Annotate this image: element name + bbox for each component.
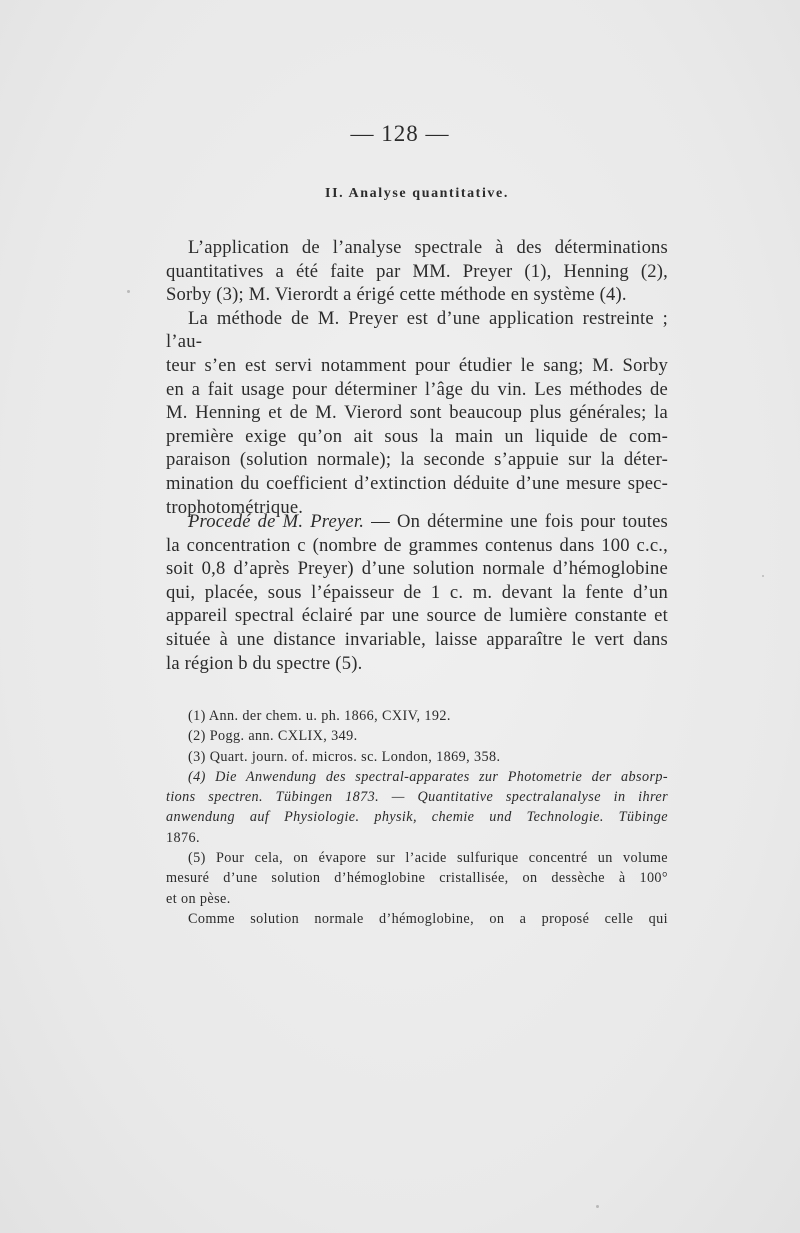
- body-line: la région b du spectre (5).: [166, 652, 363, 674]
- footnote-2: (2) Pogg. ann. CXLIX, 349.: [188, 728, 358, 745]
- paper-speck: [127, 290, 130, 293]
- body-line: soit 0,8 d’après Preyer) d’une solution normale d’hémoglobine: [166, 558, 668, 580]
- body-line: L’application de l’analyse spectrale à des déterminations: [188, 237, 668, 258]
- footnote-1: (1) Ann. der chem. u. ph. 1866, CXIV, 192.: [188, 708, 451, 724]
- page-number: — 128 —: [350, 121, 450, 146]
- continuation-line: Comme solution normale d’hémoglobine, on a proposé celle qui: [188, 910, 668, 927]
- footnote-5-line: et on pèse.: [166, 890, 231, 907]
- footnote-4-line: 1876.: [166, 829, 200, 846]
- body-line: trophotométrique.: [166, 496, 304, 518]
- body-line: teur s’en est servi notamment pour étudier le sang; M. Sorby: [166, 354, 668, 376]
- body-line: en a fait usage pour déterminer l’âge du vin. Les méthodes de: [166, 378, 668, 400]
- footnote-3: (3) Quart. journ. of. micros. sc. London, 1869, 358.: [188, 748, 501, 765]
- body-line: La méthode de M. Preyer est d’une application restreinte ; l’au-: [166, 307, 668, 353]
- section-heading: II. Analyse quantitative.: [325, 186, 509, 201]
- body-line: appareil spectral éclairé par une source de lumière constante et: [166, 605, 668, 627]
- body-line: Sorby (3); M. Vierordt a érigé cette méthode en système (4).: [166, 284, 627, 306]
- body-line: située à une distance invariable, laisse apparaître le vert dans: [166, 628, 668, 650]
- footnote-4-line: (4) Die Anwendung des spectral-apparates zur Photometrie der absorp-: [188, 768, 668, 785]
- body-line: qui, placée, sous l’épaisseur de 1 c. m. devant la fente d’un: [166, 581, 668, 603]
- body-line: — On détermine une fois pour toutes: [371, 511, 668, 532]
- body-line: paraison (solution normale); la seconde s’appuie sur la déter-: [166, 449, 668, 471]
- preyer-paragraph: [166, 510, 668, 675]
- footnote-5-line: mesuré d’une solution d’hémoglobine cristallisée, on dessèche à 100°: [166, 870, 668, 887]
- paper-speck: [596, 1205, 599, 1208]
- body-line: M. Henning et de M. Vierord sont beaucoup plus générales; la: [166, 402, 668, 424]
- paper-speck: [762, 575, 764, 577]
- footnote-5-line: (5) Pour cela, on évapore sur l’acide sulfurique concentré un volume: [188, 850, 668, 867]
- footnote-4-line: anwendung auf Physiologie. physik, chemie und Technologie. Tübinge: [166, 809, 668, 826]
- footnote-4-line: tions spectren. Tübingen 1873. — Quantitative spectralanalyse in ihrer: [166, 789, 668, 806]
- body-line: quantitatives a été faite par MM. Preyer (1), Henning (2),: [166, 260, 668, 282]
- main-paragraph: [166, 236, 668, 519]
- preyer-heading: Procedé de M. Preyer.: [188, 511, 365, 532]
- body-line: première exige qu’on ait sous la main un liquide de com-: [166, 425, 668, 447]
- footnotes: [166, 706, 668, 929]
- body-line: mination du coefficient d’extinction déduite d’une mesure spec-: [166, 472, 668, 494]
- body-line: la concentration c (nombre de grammes contenus dans 100 c.c.,: [166, 534, 668, 556]
